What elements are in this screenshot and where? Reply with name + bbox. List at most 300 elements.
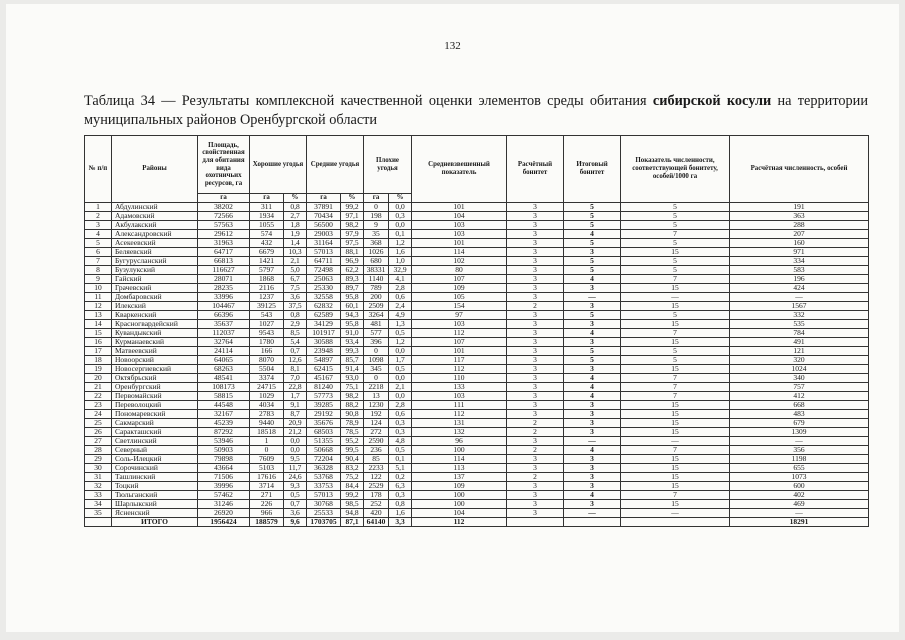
cell-medium-pct: 85,7 bbox=[341, 355, 364, 364]
header-medium: Средние угодья bbox=[307, 136, 364, 194]
cell-bad-pct: 5,1 bbox=[389, 463, 412, 472]
cell-bad-pct: 2,4 bbox=[389, 301, 412, 310]
cell-calc-number: — bbox=[730, 292, 869, 301]
cell-district: Первомайский bbox=[112, 391, 198, 400]
cell-calc-bonitet: 3 bbox=[507, 328, 564, 337]
cell-good-ha: 1868 bbox=[250, 274, 284, 283]
cell-weighted: 111 bbox=[412, 400, 507, 409]
cell-bad-pct: 0,1 bbox=[389, 454, 412, 463]
table-row bbox=[85, 499, 869, 508]
cell-bad-ha: 2218 bbox=[364, 382, 389, 391]
cell-calc-number: 583 bbox=[730, 265, 869, 274]
cell-weighted: 100 bbox=[412, 499, 507, 508]
cell-area: 24114 bbox=[198, 346, 250, 355]
cell-district: Саракташский bbox=[112, 427, 198, 436]
cell-medium-pct: 89,7 bbox=[341, 283, 364, 292]
cell-calc-bonitet: 3 bbox=[507, 265, 564, 274]
cell-district: Северный bbox=[112, 445, 198, 454]
cell-good-pct: 22,8 bbox=[284, 382, 307, 391]
cell-calc-number: 1198 bbox=[730, 454, 869, 463]
cell-weighted: 113 bbox=[412, 463, 507, 472]
cell-calc-number: 320 bbox=[730, 355, 869, 364]
cell-good-pct: 5,4 bbox=[284, 337, 307, 346]
cell-medium-pct: 97,9 bbox=[341, 229, 364, 238]
cell-final-bonitet: 5 bbox=[564, 220, 621, 229]
cell-final-bonitet: 3 bbox=[564, 319, 621, 328]
cell-good-ha: 574 bbox=[250, 229, 284, 238]
cell-final-bonitet: 3 bbox=[564, 337, 621, 346]
cell-medium-pct: 62,2 bbox=[341, 265, 364, 274]
cell-district: Ташлинский bbox=[112, 472, 198, 481]
cell-area: 32764 bbox=[198, 337, 250, 346]
cell-num: 33 bbox=[85, 490, 112, 499]
cell-indicator: — bbox=[621, 292, 730, 301]
cell-indicator: 15 bbox=[621, 337, 730, 346]
cell-good-ha: 166 bbox=[250, 346, 284, 355]
cell-good-pct: 1,9 bbox=[284, 229, 307, 238]
cell-medium-pct: 60,1 bbox=[341, 301, 364, 310]
cell-bad-ha: 396 bbox=[364, 337, 389, 346]
cell-medium-ha: 57013 bbox=[307, 490, 341, 499]
cell-calc-number: 655 bbox=[730, 463, 869, 472]
cell-weighted: 109 bbox=[412, 283, 507, 292]
unit-percent: % bbox=[284, 194, 307, 203]
cell-medium-pct: 93,4 bbox=[341, 337, 364, 346]
cell-final-bonitet: — bbox=[564, 292, 621, 301]
cell-good-pct: 3,6 bbox=[284, 292, 307, 301]
cell-bad-pct: 0,5 bbox=[389, 364, 412, 373]
cell-calc-bonitet: 2 bbox=[507, 301, 564, 310]
cell-area: 87292 bbox=[198, 427, 250, 436]
cell-bad-ha: 345 bbox=[364, 364, 389, 373]
cell-calc-bonitet: 3 bbox=[507, 283, 564, 292]
cell-bad-pct: 0,0 bbox=[389, 373, 412, 382]
cell-good-pct: 10,3 bbox=[284, 247, 307, 256]
cell-district: Илекский bbox=[112, 301, 198, 310]
cell-bad-pct: 0,3 bbox=[389, 490, 412, 499]
cell-bad-ha: 198 bbox=[364, 211, 389, 220]
unit-ha: га bbox=[198, 194, 250, 203]
cell-district: Домбаровский bbox=[112, 292, 198, 301]
cell-weighted: 96 bbox=[412, 436, 507, 445]
cell-good-ha: 9543 bbox=[250, 328, 284, 337]
cell-district: Оренбургский bbox=[112, 382, 198, 391]
cell-good-ha: 6679 bbox=[250, 247, 284, 256]
cell-weighted: 80 bbox=[412, 265, 507, 274]
cell-final-bonitet: 3 bbox=[564, 247, 621, 256]
cell-medium-pct: 75,2 bbox=[341, 472, 364, 481]
cell-num: 19 bbox=[85, 364, 112, 373]
cell-bad-ha: 200 bbox=[364, 292, 389, 301]
table-row bbox=[85, 418, 869, 427]
cell-district: Бузулукский bbox=[112, 265, 198, 274]
document-page bbox=[6, 4, 899, 632]
cell-district: Новосергиевский bbox=[112, 364, 198, 373]
cell-indicator: 15 bbox=[621, 283, 730, 292]
cell-calc-number: 402 bbox=[730, 490, 869, 499]
cell-calc-bonitet: 3 bbox=[507, 256, 564, 265]
cell-weighted: 117 bbox=[412, 355, 507, 364]
cell-medium-ha: 37891 bbox=[307, 202, 341, 211]
cell-indicator: 5 bbox=[621, 346, 730, 355]
cell-district: Шарлыкский bbox=[112, 499, 198, 508]
table-row bbox=[85, 229, 869, 238]
cell-good-pct: 37,5 bbox=[284, 301, 307, 310]
cell-good-pct: 11,7 bbox=[284, 463, 307, 472]
cell-num: 4 bbox=[85, 229, 112, 238]
cell-area: 44548 bbox=[198, 400, 250, 409]
cell-calc-number: 356 bbox=[730, 445, 869, 454]
cell-bad-ha: 2529 bbox=[364, 481, 389, 490]
cell-num: 26 bbox=[85, 427, 112, 436]
cell-good-pct: 24,6 bbox=[284, 472, 307, 481]
cell-calc-number: 1024 bbox=[730, 364, 869, 373]
cell-bad-ha: 192 bbox=[364, 409, 389, 418]
table-row bbox=[85, 202, 869, 211]
cell-bad-pct: 4,9 bbox=[389, 310, 412, 319]
cell-medium-pct: 91,4 bbox=[341, 364, 364, 373]
cell-medium-pct: 98,2 bbox=[341, 391, 364, 400]
cell-weighted: 112 bbox=[412, 328, 507, 337]
cell-district: Октябрьский bbox=[112, 373, 198, 382]
cell-good-pct: 9,1 bbox=[284, 400, 307, 409]
cell-bad-pct: 1,2 bbox=[389, 337, 412, 346]
cell-good-pct: 7,0 bbox=[284, 373, 307, 382]
cell-final-bonitet: 3 bbox=[564, 427, 621, 436]
cell-area: 57462 bbox=[198, 490, 250, 499]
cell-calc-number: 18291 bbox=[730, 517, 869, 526]
header-num: № п/п bbox=[85, 136, 112, 203]
cell-weighted: 154 bbox=[412, 301, 507, 310]
cell-good-ha: 1055 bbox=[250, 220, 284, 229]
cell-calc-bonitet bbox=[507, 517, 564, 526]
unit-percent: % bbox=[389, 194, 412, 203]
cell-bad-ha: 64140 bbox=[364, 517, 389, 526]
cell-weighted: 114 bbox=[412, 247, 507, 256]
cell-district: Бугурусланский bbox=[112, 256, 198, 265]
cell-weighted: 133 bbox=[412, 382, 507, 391]
table-row bbox=[85, 301, 869, 310]
cell-medium-pct: 90,8 bbox=[341, 409, 364, 418]
table-row bbox=[85, 355, 869, 364]
cell-bad-pct: 2,8 bbox=[389, 283, 412, 292]
unit-ha: га bbox=[307, 194, 341, 203]
cell-calc-number: — bbox=[730, 436, 869, 445]
cell-medium-pct: 88,2 bbox=[341, 400, 364, 409]
cell-good-pct: 5,0 bbox=[284, 265, 307, 274]
cell-indicator: 5 bbox=[621, 211, 730, 220]
cell-good-pct: 9,6 bbox=[284, 517, 307, 526]
cell-medium-ha: 1703705 bbox=[307, 517, 341, 526]
cell-bad-pct: 4,1 bbox=[389, 274, 412, 283]
cell-good-pct: 0,7 bbox=[284, 346, 307, 355]
cell-calc-bonitet: 2 bbox=[507, 418, 564, 427]
cell-medium-ha: 34129 bbox=[307, 319, 341, 328]
cell-final-bonitet: 3 bbox=[564, 409, 621, 418]
cell-weighted: 100 bbox=[412, 445, 507, 454]
cell-calc-number: 1073 bbox=[730, 472, 869, 481]
cell-calc-number: 784 bbox=[730, 328, 869, 337]
cell-district: Сакмарский bbox=[112, 418, 198, 427]
cell-area: 31246 bbox=[198, 499, 250, 508]
cell-district: Ясненский bbox=[112, 508, 198, 517]
cell-medium-ha: 25063 bbox=[307, 274, 341, 283]
cell-calc-bonitet: 3 bbox=[507, 436, 564, 445]
cell-final-bonitet bbox=[564, 517, 621, 526]
cell-bad-pct: 0,5 bbox=[389, 445, 412, 454]
table-row bbox=[85, 409, 869, 418]
cell-weighted: 103 bbox=[412, 319, 507, 328]
cell-bad-ha: 1230 bbox=[364, 400, 389, 409]
unit-percent: % bbox=[341, 194, 364, 203]
cell-calc-bonitet: 3 bbox=[507, 490, 564, 499]
cell-calc-number: 207 bbox=[730, 229, 869, 238]
cell-good-pct: 1,7 bbox=[284, 391, 307, 400]
cell-calc-bonitet: 3 bbox=[507, 310, 564, 319]
cell-medium-ha: 29003 bbox=[307, 229, 341, 238]
cell-district: Светлинский bbox=[112, 436, 198, 445]
cell-medium-pct: 90,4 bbox=[341, 454, 364, 463]
cell-calc-bonitet: 3 bbox=[507, 238, 564, 247]
cell-district: ИТОГО bbox=[112, 517, 198, 526]
cell-bad-ha: 0 bbox=[364, 202, 389, 211]
cell-bad-pct: 0,6 bbox=[389, 292, 412, 301]
cell-medium-pct: 94,3 bbox=[341, 310, 364, 319]
cell-bad-ha: 368 bbox=[364, 238, 389, 247]
cell-num: 2 bbox=[85, 211, 112, 220]
cell-final-bonitet: 4 bbox=[564, 373, 621, 382]
table-caption bbox=[84, 92, 868, 130]
cell-bad-pct: 0,8 bbox=[389, 499, 412, 508]
cell-indicator: 15 bbox=[621, 499, 730, 508]
cell-num: 10 bbox=[85, 283, 112, 292]
cell-good-ha: 5504 bbox=[250, 364, 284, 373]
cell-indicator: — bbox=[621, 436, 730, 445]
table-row bbox=[85, 319, 869, 328]
cell-bad-pct: 32,9 bbox=[389, 265, 412, 274]
unit-ha: га bbox=[250, 194, 284, 203]
cell-bad-pct: 0,3 bbox=[389, 418, 412, 427]
cell-medium-pct: 88,1 bbox=[341, 247, 364, 256]
table-row bbox=[85, 481, 869, 490]
cell-weighted: 112 bbox=[412, 409, 507, 418]
cell-area: 108173 bbox=[198, 382, 250, 391]
cell-medium-pct: 75,1 bbox=[341, 382, 364, 391]
cell-area: 68263 bbox=[198, 364, 250, 373]
cell-medium-pct: 84,4 bbox=[341, 481, 364, 490]
cell-calc-bonitet: 3 bbox=[507, 274, 564, 283]
cell-calc-number: 757 bbox=[730, 382, 869, 391]
cell-indicator: 5 bbox=[621, 220, 730, 229]
cell-weighted: 132 bbox=[412, 427, 507, 436]
cell-district: Адамовский bbox=[112, 211, 198, 220]
cell-medium-pct: 89,3 bbox=[341, 274, 364, 283]
cell-medium-pct: 98,5 bbox=[341, 499, 364, 508]
header-final-bonitet: Итоговый бонитет bbox=[564, 136, 621, 203]
cell-medium-ha: 57013 bbox=[307, 247, 341, 256]
cell-calc-number: 424 bbox=[730, 283, 869, 292]
cell-final-bonitet: 5 bbox=[564, 238, 621, 247]
cell-area: 64065 bbox=[198, 355, 250, 364]
cell-weighted: 114 bbox=[412, 454, 507, 463]
cell-good-pct: 8,7 bbox=[284, 409, 307, 418]
cell-weighted: 112 bbox=[412, 364, 507, 373]
cell-indicator: 5 bbox=[621, 310, 730, 319]
cell-final-bonitet: 5 bbox=[564, 310, 621, 319]
cell-good-pct: 1,4 bbox=[284, 238, 307, 247]
table-row bbox=[85, 292, 869, 301]
cell-calc-number: 340 bbox=[730, 373, 869, 382]
cell-calc-number: 1567 bbox=[730, 301, 869, 310]
cell-good-ha: 966 bbox=[250, 508, 284, 517]
cell-good-ha: 5103 bbox=[250, 463, 284, 472]
cell-weighted: 101 bbox=[412, 346, 507, 355]
cell-calc-number: 600 bbox=[730, 481, 869, 490]
cell-num: 1 bbox=[85, 202, 112, 211]
cell-area: 66813 bbox=[198, 256, 250, 265]
table-row bbox=[85, 445, 869, 454]
cell-area: 104467 bbox=[198, 301, 250, 310]
cell-bad-pct: 1,7 bbox=[389, 355, 412, 364]
cell-medium-ha: 62832 bbox=[307, 301, 341, 310]
cell-medium-ha: 53768 bbox=[307, 472, 341, 481]
table-row bbox=[85, 463, 869, 472]
cell-final-bonitet: 5 bbox=[564, 211, 621, 220]
cell-calc-number: 363 bbox=[730, 211, 869, 220]
cell-bad-ha: 789 bbox=[364, 283, 389, 292]
table-row bbox=[85, 247, 869, 256]
cell-medium-ha: 81240 bbox=[307, 382, 341, 391]
cell-bad-pct: 2,1 bbox=[389, 382, 412, 391]
cell-calc-number: 288 bbox=[730, 220, 869, 229]
cell-num: 32 bbox=[85, 481, 112, 490]
table-row bbox=[85, 400, 869, 409]
cell-num: 8 bbox=[85, 265, 112, 274]
cell-final-bonitet: 3 bbox=[564, 364, 621, 373]
cell-num: 30 bbox=[85, 463, 112, 472]
cell-area: 45239 bbox=[198, 418, 250, 427]
cell-bad-pct: 0,3 bbox=[389, 211, 412, 220]
cell-medium-ha: 36328 bbox=[307, 463, 341, 472]
cell-num: 11 bbox=[85, 292, 112, 301]
cell-bad-pct: 0,0 bbox=[389, 346, 412, 355]
cell-indicator: 5 bbox=[621, 256, 730, 265]
table-row bbox=[85, 211, 869, 220]
cell-indicator: 7 bbox=[621, 373, 730, 382]
cell-final-bonitet: 3 bbox=[564, 400, 621, 409]
header-indicator: Показатель численности, соответствующей бонитету, особей/1000 га bbox=[621, 136, 730, 203]
cell-bad-ha: 2509 bbox=[364, 301, 389, 310]
cell-medium-ha: 72498 bbox=[307, 265, 341, 274]
cell-final-bonitet: 5 bbox=[564, 355, 621, 364]
cell-good-ha: 39125 bbox=[250, 301, 284, 310]
cell-num: 31 bbox=[85, 472, 112, 481]
cell-good-pct: 2,7 bbox=[284, 211, 307, 220]
cell-medium-ha: 32558 bbox=[307, 292, 341, 301]
total-row bbox=[85, 517, 869, 526]
cell-district: Тоцкий bbox=[112, 481, 198, 490]
cell-weighted: 110 bbox=[412, 373, 507, 382]
cell-medium-pct: 87,1 bbox=[341, 517, 364, 526]
cell-medium-pct: 97,1 bbox=[341, 211, 364, 220]
cell-indicator bbox=[621, 517, 730, 526]
cell-district: Грачевский bbox=[112, 283, 198, 292]
cell-calc-number: 971 bbox=[730, 247, 869, 256]
cell-calc-bonitet: 3 bbox=[507, 247, 564, 256]
cell-medium-ha: 30768 bbox=[307, 499, 341, 508]
cell-indicator: 15 bbox=[621, 481, 730, 490]
cell-area: 48541 bbox=[198, 373, 250, 382]
cell-calc-number: 679 bbox=[730, 418, 869, 427]
cell-indicator: 15 bbox=[621, 472, 730, 481]
cell-num: 5 bbox=[85, 238, 112, 247]
cell-bad-pct: 0,0 bbox=[389, 391, 412, 400]
cell-calc-bonitet: 3 bbox=[507, 292, 564, 301]
cell-area: 66396 bbox=[198, 310, 250, 319]
table-row bbox=[85, 328, 869, 337]
cell-area: 33996 bbox=[198, 292, 250, 301]
cell-num: 17 bbox=[85, 346, 112, 355]
cell-medium-ha: 62415 bbox=[307, 364, 341, 373]
cell-good-pct: 9,3 bbox=[284, 481, 307, 490]
cell-indicator: 15 bbox=[621, 409, 730, 418]
cell-calc-bonitet: 3 bbox=[507, 481, 564, 490]
cell-num: 12 bbox=[85, 301, 112, 310]
cell-bad-ha: 178 bbox=[364, 490, 389, 499]
cell-good-ha: 9440 bbox=[250, 418, 284, 427]
table-row bbox=[85, 382, 869, 391]
cell-medium-ha: 68503 bbox=[307, 427, 341, 436]
cell-good-pct: 7,5 bbox=[284, 283, 307, 292]
cell-calc-number: 483 bbox=[730, 409, 869, 418]
cell-calc-bonitet: 3 bbox=[507, 220, 564, 229]
cell-medium-ha: 25330 bbox=[307, 283, 341, 292]
cell-final-bonitet: 3 bbox=[564, 283, 621, 292]
cell-final-bonitet: 3 bbox=[564, 301, 621, 310]
cell-medium-pct: 78,5 bbox=[341, 427, 364, 436]
cell-medium-pct: 83,2 bbox=[341, 463, 364, 472]
cell-bad-ha: 85 bbox=[364, 454, 389, 463]
cell-num: 7 bbox=[85, 256, 112, 265]
cell-good-ha: 8070 bbox=[250, 355, 284, 364]
cell-calc-number: 491 bbox=[730, 337, 869, 346]
cell-medium-pct: 94,8 bbox=[341, 508, 364, 517]
cell-weighted: 102 bbox=[412, 256, 507, 265]
cell-indicator: 7 bbox=[621, 445, 730, 454]
table-row bbox=[85, 265, 869, 274]
cell-area: 1956424 bbox=[198, 517, 250, 526]
cell-medium-ha: 50668 bbox=[307, 445, 341, 454]
cell-indicator: 15 bbox=[621, 418, 730, 427]
cell-calc-bonitet: 3 bbox=[507, 463, 564, 472]
table-row bbox=[85, 436, 869, 445]
cell-weighted: 112 bbox=[412, 517, 507, 526]
cell-calc-bonitet: 3 bbox=[507, 391, 564, 400]
cell-district: Кваркенский bbox=[112, 310, 198, 319]
cell-calc-bonitet: 2 bbox=[507, 427, 564, 436]
cell-indicator: 5 bbox=[621, 355, 730, 364]
table-row bbox=[85, 427, 869, 436]
cell-calc-bonitet: 3 bbox=[507, 400, 564, 409]
cell-good-pct: 0,8 bbox=[284, 202, 307, 211]
cell-indicator: 7 bbox=[621, 274, 730, 283]
cell-area: 39996 bbox=[198, 481, 250, 490]
cell-weighted: 109 bbox=[412, 481, 507, 490]
cell-calc-number: 668 bbox=[730, 400, 869, 409]
cell-area: 71506 bbox=[198, 472, 250, 481]
cell-calc-bonitet: 3 bbox=[507, 373, 564, 382]
header-calc-number: Расчётная численность, особей bbox=[730, 136, 869, 203]
